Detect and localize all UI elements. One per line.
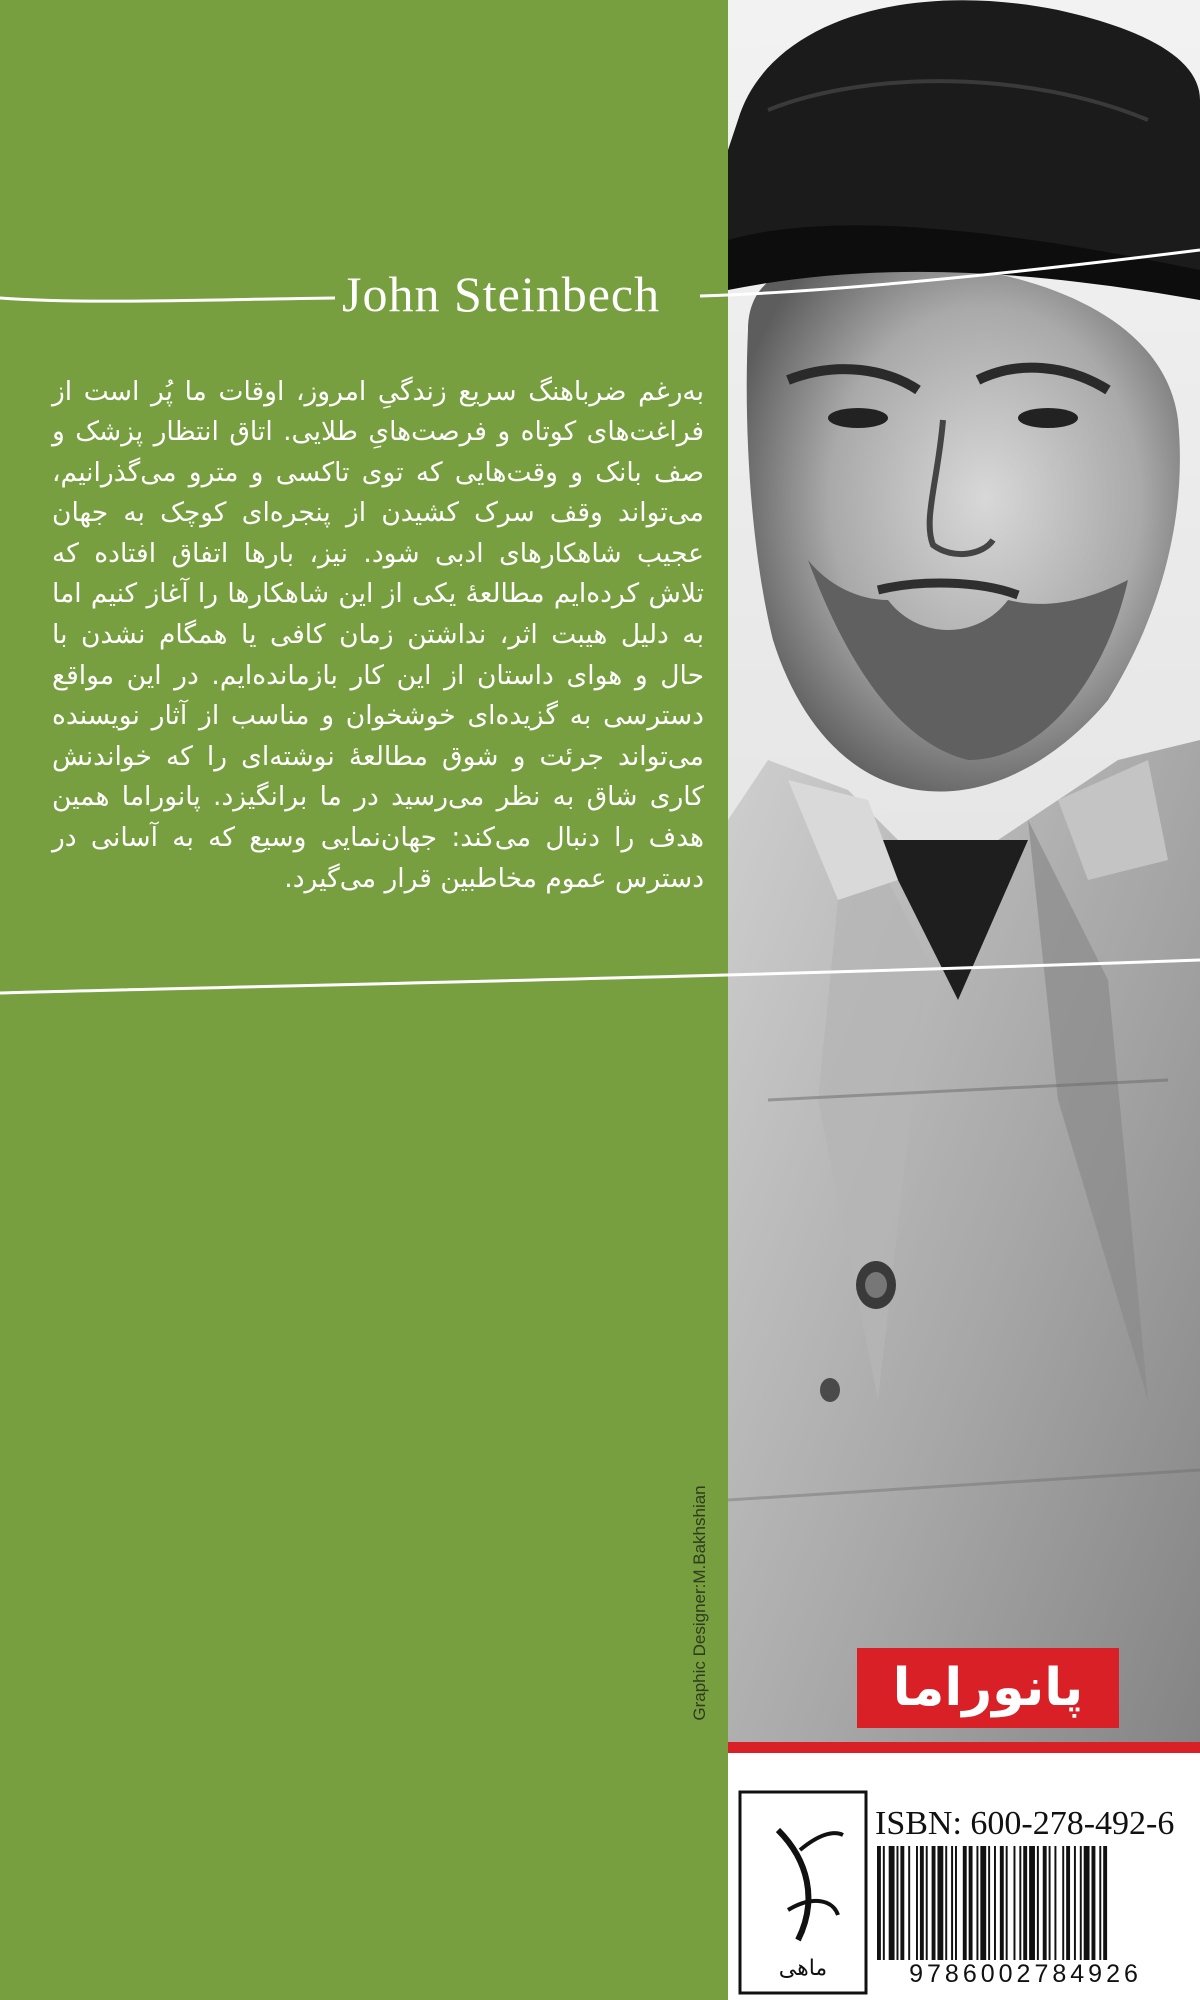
- barcode-bar: [920, 1846, 924, 1960]
- barcode-bar: [969, 1846, 973, 1960]
- barcode-bar: [1043, 1846, 1047, 1960]
- series-logo-text: پانوراما: [892, 1658, 1084, 1718]
- barcode-bar: [883, 1846, 885, 1960]
- barcode-bar: [945, 1846, 947, 1960]
- series-logo: [857, 1648, 1119, 1728]
- barcode-bar: [1074, 1846, 1076, 1960]
- barcode-bar: [1080, 1846, 1082, 1960]
- barcode-bar: [1054, 1846, 1056, 1960]
- barcode-bar: [1000, 1846, 1004, 1960]
- barcode-bar: [937, 1846, 943, 1960]
- barcode-bar: [1037, 1846, 1039, 1960]
- barcode-bar: [963, 1846, 967, 1960]
- barcode-bar: [976, 1846, 978, 1960]
- barcode-bar: [1019, 1846, 1021, 1960]
- barcode-image: [873, 1846, 1178, 1960]
- barcode-bar: [877, 1846, 881, 1960]
- barcode-bar: [994, 1846, 996, 1960]
- barcode-digits: 9786002784926: [909, 1960, 1142, 1988]
- barcode-bar: [1023, 1846, 1027, 1960]
- barcode-bar: [1092, 1846, 1096, 1960]
- barcode-bar: [951, 1846, 953, 1960]
- barcode-bar: [1103, 1846, 1107, 1960]
- barcode-bar: [955, 1846, 957, 1960]
- back-cover-blurb: به‌رغم ضرباهنگ سریع زندگیِ امروز، اوقات ما پُر است از فراغت‌های کوتاه و فرصت‌هایِ طلایی. اتاق انتظار پزشک و صف بانک و وقت‌هایی که توی تاکسی و مترو می‌گذرانیم، می‌تواند وقف سرک کشیدن از پنجره‌ای کوچک به جهان عجیب شاهکارهای ادبی شود. نیز، بارها اتفاق افتاده که تلاش کرده‌ایم مطالعهٔ یکی از این شاهکارها را آغاز کنیم اما به دلیل هیبت اثر، نداشتن زمان کافی یا همگام نشدن با حال و هوای داستان از این کار بازمانده‌ایم. در این مواقع دسترسی به گزیده‌ای خوشخوان و مناسب از آثار نویسنده می‌تواند جرئت و شوق مطالعهٔ نوشته‌ای را که خواندنش کاری شاق به نظر می‌رسید در ما برانگیزد. پانوراما همین هدف را دنبال می‌کند: جهان‌نمایی وسیع که به آسانی در دسترس عموم مخاطبین قرار می‌گیرد.: [52, 375, 704, 894]
- isbn-number: ISBN: 600-278-492-6: [875, 1805, 1175, 1842]
- barcode-bar: [1049, 1846, 1051, 1960]
- barcode-bar: [916, 1846, 918, 1960]
- barcode-bar: [1099, 1846, 1101, 1960]
- barcode-bar: [889, 1846, 895, 1960]
- barcode-bar: [897, 1846, 899, 1960]
- barcode-bar: [1006, 1846, 1008, 1960]
- barcode-bar: [908, 1846, 910, 1960]
- red-divider-bar: [728, 1742, 1200, 1753]
- barcode-bar: [1062, 1846, 1064, 1960]
- publisher-logo: [738, 1790, 868, 1995]
- barcode-bar: [932, 1846, 936, 1960]
- barcode-bar: [1014, 1846, 1016, 1960]
- author-name: John Steinbech: [342, 266, 661, 322]
- barcode-bar: [1029, 1846, 1035, 1960]
- barcode-bar: [980, 1846, 986, 1960]
- barcode-bar: [1066, 1846, 1070, 1960]
- barcode-bar: [1084, 1846, 1090, 1960]
- designer-credit-text: Graphic Designer:M.Bakhshian: [690, 1485, 709, 1721]
- publisher-logo-text: ماهی: [778, 1956, 828, 1981]
- barcode-bar: [988, 1846, 990, 1960]
- barcode-bar: [900, 1846, 904, 1960]
- barcode-bar: [926, 1846, 928, 1960]
